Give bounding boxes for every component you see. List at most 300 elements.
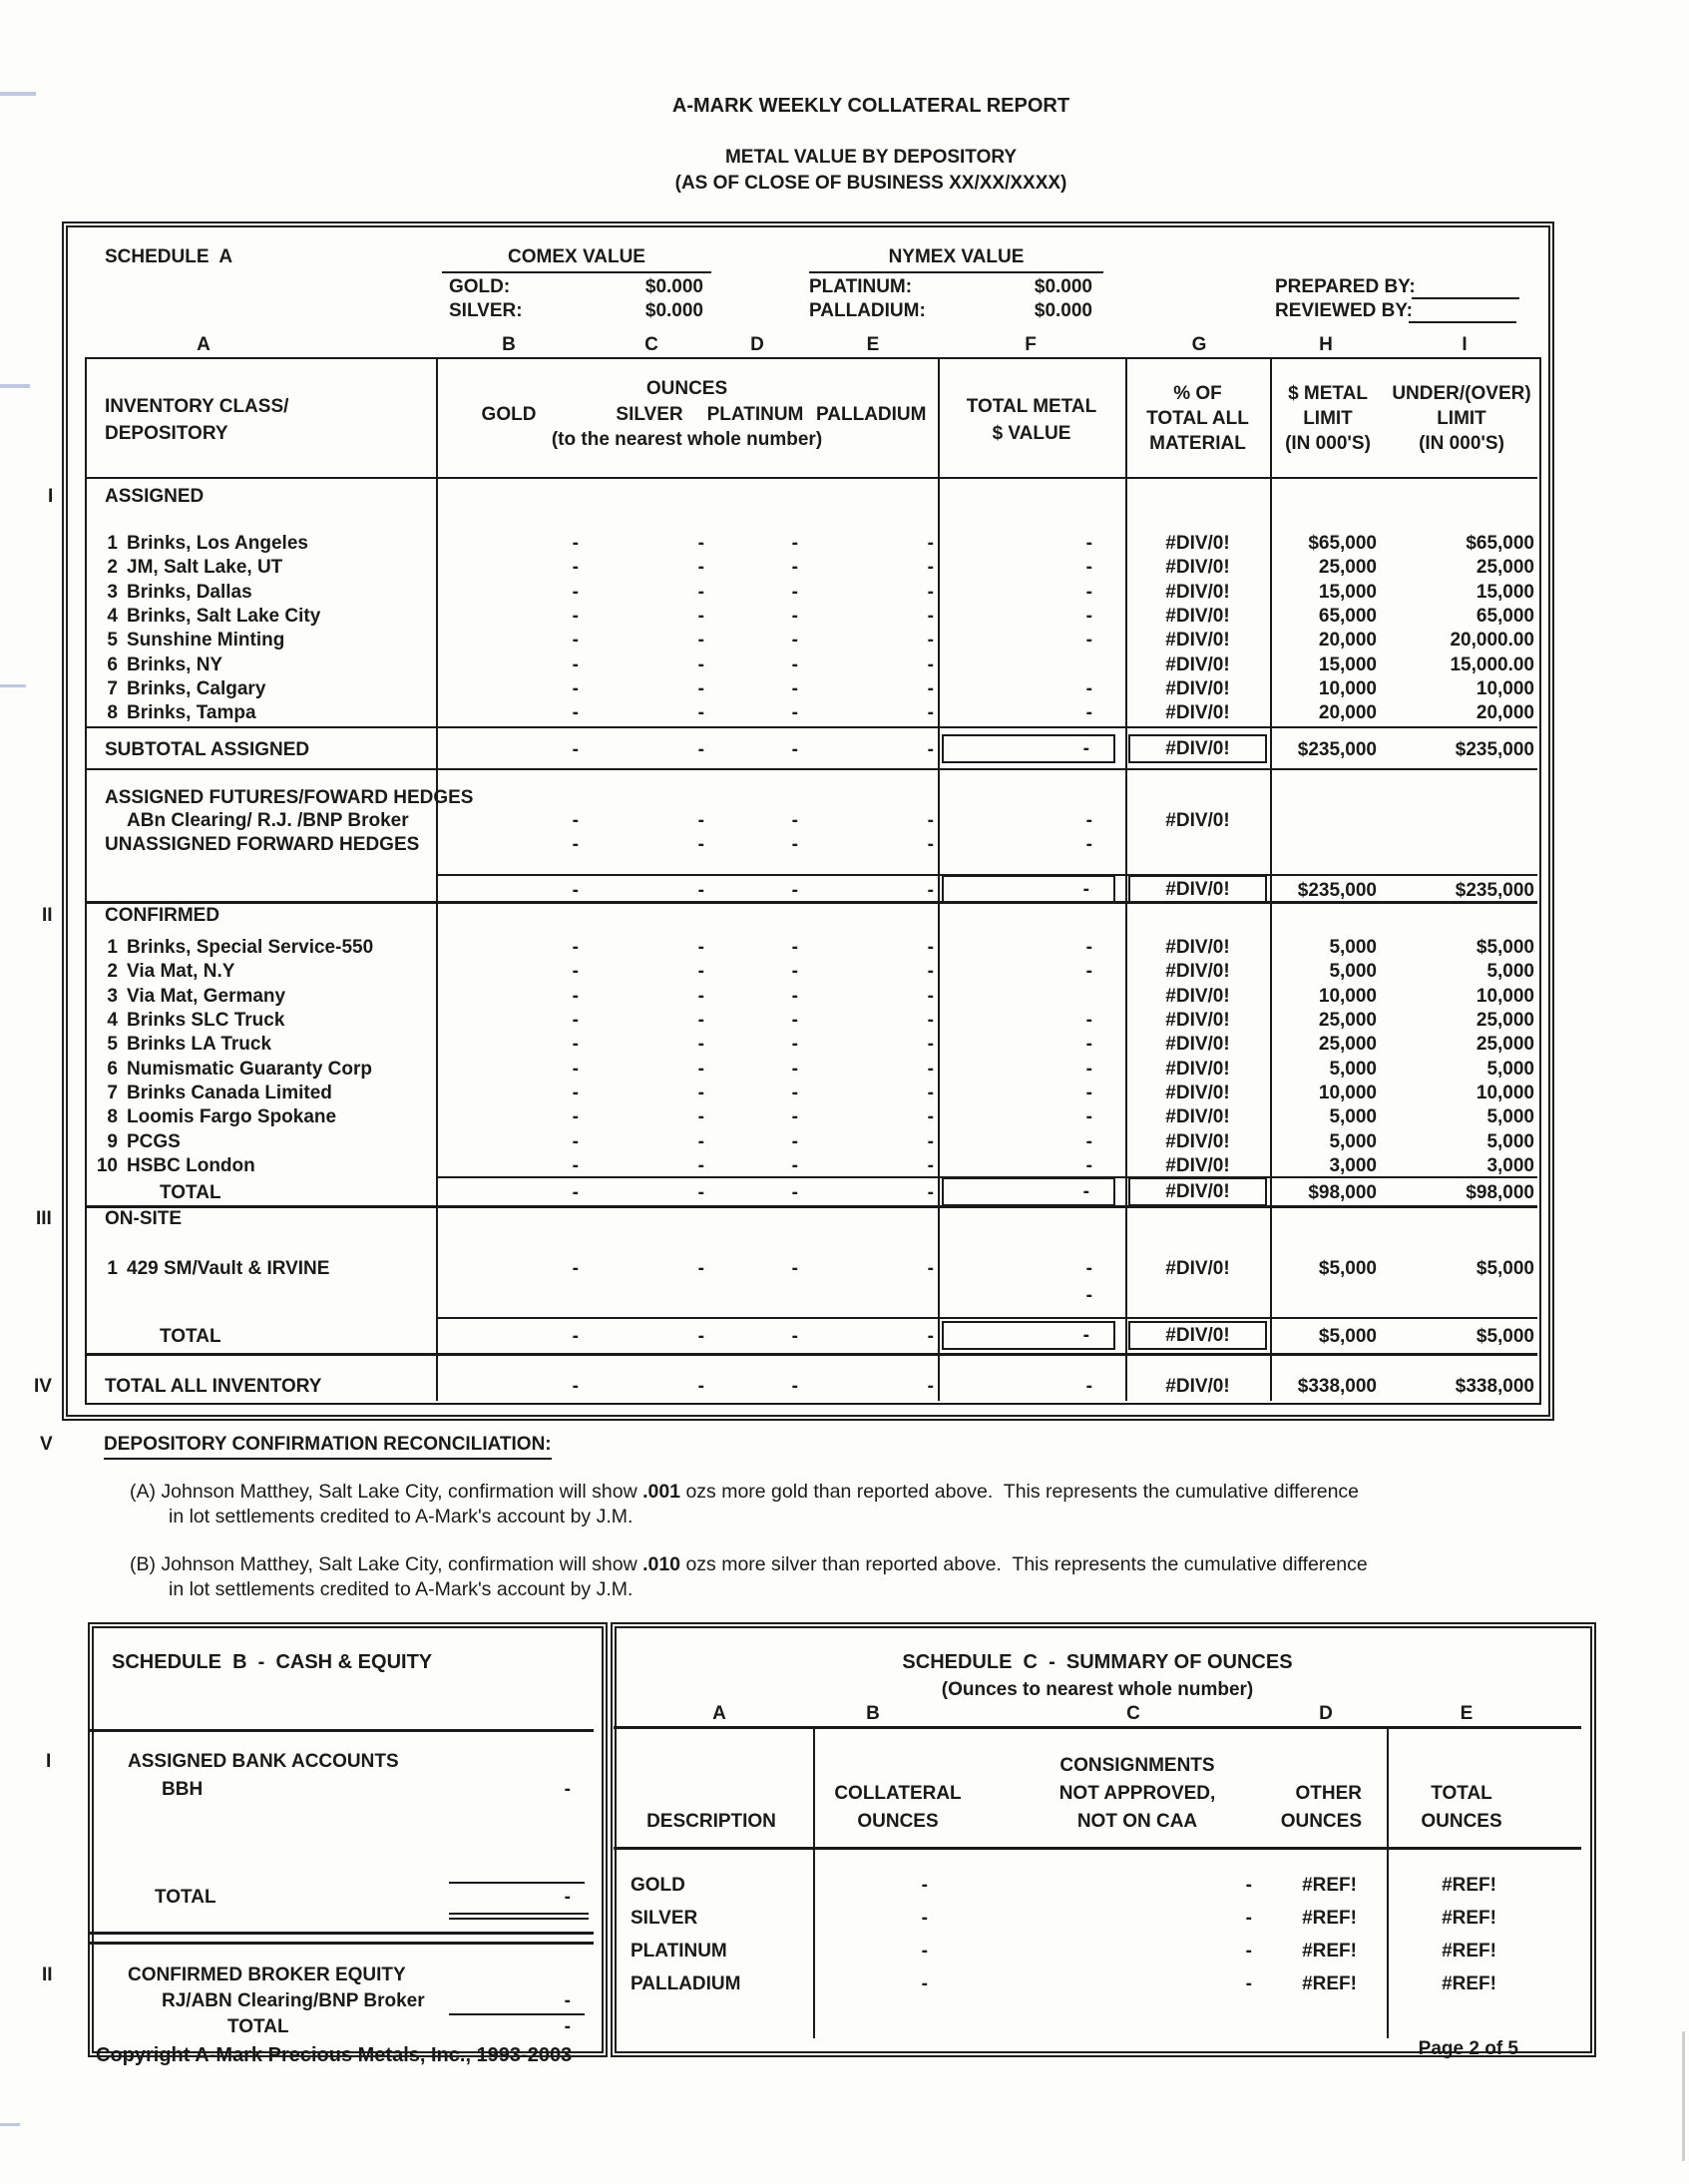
total-metal-value: - [1085, 630, 1092, 651]
report-subtitle: METAL VALUE BY DEPOSITORY [724, 147, 1018, 168]
total-metal-value: - [942, 1321, 1115, 1350]
platinum-ounces: - [791, 702, 798, 723]
total-ounces: #REF! [1442, 1908, 1496, 1929]
page-number: Page 2 of 5 [1418, 2038, 1518, 2059]
silver-ounces: - [697, 1326, 704, 1347]
consignment-ounces: - [1245, 1875, 1252, 1896]
broker-total-label: TOTAL [227, 2016, 289, 2037]
row-number: 6 [107, 655, 118, 675]
c-col-letter-e: E [1460, 1703, 1474, 1724]
metal-limit: 20,000 [1318, 702, 1377, 723]
c-col-letter-d: D [1319, 1703, 1333, 1724]
numeral-II: II [42, 905, 53, 926]
futures-broker-row [0, 809, 1689, 833]
header-dollar-value: $ VALUE [992, 423, 1071, 444]
total-ounces: #REF! [1442, 1941, 1496, 1962]
total-metal-value: - [1085, 810, 1092, 831]
pct-of-total: #DIV/0! [1165, 986, 1230, 1007]
header-other-1: OTHER [1295, 1783, 1362, 1804]
platinum-ounces: - [791, 1182, 798, 1203]
metal-limit: 25,000 [1318, 557, 1377, 578]
table-row [0, 985, 1689, 1009]
palladium-ounces: - [927, 1258, 934, 1279]
metal-limit: $338,000 [1297, 1376, 1377, 1397]
depository-name: Brinks, Salt Lake City [127, 606, 321, 627]
platinum-ounces: - [791, 986, 798, 1007]
metal-limit: 5,000 [1329, 1131, 1377, 1152]
section-assigned-label: ASSIGNED [105, 486, 205, 507]
col-letter-b: B [502, 334, 516, 355]
collateral-ounces: - [921, 1908, 928, 1929]
under-over-limit: 15,000.00 [1450, 655, 1534, 675]
bbh-label: BBH [162, 1779, 204, 1800]
prepared-by-blank [1412, 297, 1519, 299]
scan-artifact [1682, 2031, 1685, 2161]
under-over-limit: 5,000 [1486, 1059, 1534, 1080]
gold-ounces: - [572, 1106, 579, 1127]
collateral-ounces: - [921, 1973, 928, 1994]
schedule-c-subtitle: (Ounces to nearest whole number) [941, 1679, 1254, 1700]
total-metal-value: - [1085, 1258, 1092, 1279]
header-silver: SILVER [616, 404, 683, 425]
header-under-2: LIMIT [1437, 408, 1486, 429]
silver-ounces: - [697, 1034, 704, 1055]
palladium-ounces: - [927, 655, 934, 675]
summary-row [0, 1940, 1689, 1964]
table-row [0, 1082, 1689, 1105]
col-letter-f: F [1025, 334, 1037, 355]
total-metal-value: - [942, 1177, 1115, 1206]
subtotal-assigned-row [0, 738, 1689, 762]
total-metal-value: - [1085, 1034, 1092, 1055]
total-metal-value: - [1085, 1083, 1092, 1103]
pct-of-total: #DIV/0! [1128, 734, 1267, 763]
metal-limit: 5,000 [1329, 937, 1377, 958]
palladium-ounces: - [927, 702, 934, 723]
metal-limit: 20,000 [1318, 630, 1377, 651]
metal-limit: 25,000 [1318, 1034, 1377, 1055]
gold-ounces: - [572, 961, 579, 982]
row-number: 2 [107, 557, 118, 578]
metal-limit: 5,000 [1329, 1059, 1377, 1080]
scan-artifact [0, 2123, 20, 2126]
platinum-ounces: - [791, 834, 798, 855]
text: (A) Johnson Matthey, Salt Lake City, confirmation will show [130, 1481, 643, 1503]
header-pct-1: % OF [1173, 383, 1222, 404]
silver-ounces: - [697, 606, 704, 627]
palladium-ounces: - [927, 1010, 934, 1031]
row-number: 4 [107, 606, 118, 627]
pct-of-total: #DIV/0! [1165, 937, 1230, 958]
rj-abn-label: RJ/ABN Clearing/BNP Broker [162, 1990, 425, 2011]
summary-row [0, 1907, 1689, 1931]
silver-ounces: - [697, 937, 704, 958]
platinum-ounces: - [791, 1155, 798, 1176]
header-total-1: TOTAL [1431, 1783, 1492, 1804]
platinum-ounces: - [791, 810, 798, 831]
reconciliation-item-a [130, 1480, 1359, 1505]
under-over-limit: 5,000 [1486, 1106, 1534, 1127]
header-total-metal: TOTAL METAL [966, 396, 1097, 417]
silver-ounces: - [697, 880, 704, 901]
row-label: TOTAL [160, 1326, 221, 1347]
metal-limit: $5,000 [1318, 1258, 1377, 1279]
under-over-limit: 25,000 [1476, 557, 1534, 578]
row-number: 1 [107, 937, 118, 958]
silver-ounces: - [697, 810, 704, 831]
header-description: DESCRIPTION [646, 1811, 776, 1832]
other-ounces: #REF! [1302, 1875, 1357, 1896]
metal-limit: 15,000 [1318, 655, 1377, 675]
platinum-ounces: - [791, 1083, 798, 1103]
other-ounces: #REF! [1302, 1973, 1357, 1994]
schedule-c-title: SCHEDULE C - SUMMARY OF OUNCES [902, 1651, 1293, 1673]
scan-artifact [0, 92, 36, 96]
palladium-ounces: - [927, 739, 934, 760]
metal-limit: $65,000 [1308, 533, 1377, 554]
grid-line [85, 1353, 1537, 1356]
under-over-limit: 10,000 [1476, 1083, 1534, 1103]
silver-ounces: - [697, 1083, 704, 1103]
header-consignments-1: CONSIGNMENTS [1059, 1755, 1215, 1776]
metal-limit: $235,000 [1297, 739, 1377, 760]
pct-of-total: #DIV/0! [1165, 655, 1230, 675]
platinum-ounces: - [791, 582, 798, 603]
rj-abn-value: - [564, 1990, 571, 2011]
header-platinum: PLATINUM [706, 404, 804, 425]
under-over-limit: 10,000 [1476, 678, 1534, 699]
onsite-extra-dash-row [0, 1284, 1689, 1308]
depository-name: Brinks Canada Limited [127, 1083, 332, 1103]
text: ozs more gold than reported above. This represents the cumulative difference [680, 1481, 1360, 1503]
total-ounces: #REF! [1442, 1875, 1496, 1896]
row-number: 7 [107, 678, 118, 699]
under-over-limit: 20,000 [1476, 702, 1534, 723]
silver-ounces: - [697, 1376, 704, 1397]
table-row [0, 654, 1689, 677]
gold-ounces: - [572, 630, 579, 651]
section-v-heading: DEPOSITORY CONFIRMATION RECONCILIATION: [104, 1433, 552, 1460]
copyright: Copyright A-Mark Precious Metals, Inc., 1993-2003 [96, 2044, 573, 2066]
platinum-ounces: - [791, 1326, 798, 1347]
under-over-limit: 3,000 [1486, 1155, 1534, 1176]
grid-line [85, 477, 1537, 479]
bank-total-value: - [564, 1887, 571, 1908]
under-over-limit: $235,000 [1455, 880, 1534, 901]
silver-ounces: - [697, 1106, 704, 1127]
comex-silver-label: SILVER: [449, 300, 523, 321]
platinum-ounces: - [791, 533, 798, 554]
under-over-limit: 5,000 [1486, 1131, 1534, 1152]
header-under-3: (IN 000'S) [1419, 433, 1504, 454]
depository-name: Loomis Fargo Spokane [127, 1106, 337, 1127]
pct-of-total: #DIV/0! [1165, 1034, 1230, 1055]
row-label: SUBTOTAL ASSIGNED [105, 739, 310, 760]
gold-ounces: - [572, 678, 579, 699]
header-other-2: OUNCES [1280, 1811, 1362, 1832]
header-consignments-3: NOT ON CAA [1076, 1811, 1198, 1832]
gold-ounces: - [572, 1326, 579, 1347]
palladium-ounces: - [927, 1083, 934, 1103]
total-metal-value: - [1085, 1155, 1092, 1176]
section-onsite-label: ON-SITE [105, 1208, 183, 1229]
collateral-ounces: - [921, 1875, 928, 1896]
table-row [0, 629, 1689, 653]
platinum-ounces: - [791, 630, 798, 651]
gold-ounces: - [572, 1155, 579, 1176]
text: ozs more silver than reported above. This represents the cumulative difference [680, 1553, 1368, 1575]
under-over-limit: $235,000 [1455, 739, 1534, 760]
palladium-ounces: - [927, 1326, 934, 1347]
platinum-ounces: - [791, 1010, 798, 1031]
nymex-palladium-label: PALLADIUM: [809, 300, 926, 321]
palladium-ounces: - [927, 880, 934, 901]
onsite-row [0, 1257, 1689, 1281]
depository-name: HSBC London [127, 1155, 255, 1176]
pct-of-total: #DIV/0! [1165, 1258, 1230, 1279]
header-gold: GOLD [481, 404, 537, 425]
depository-name: PCGS [127, 1131, 181, 1152]
silver-ounces: - [697, 834, 704, 855]
metal-limit: $5,000 [1318, 1326, 1377, 1347]
col-letter-i: I [1462, 334, 1468, 355]
under-over-limit: 20,000.00 [1450, 630, 1534, 651]
silver-ounces: - [697, 961, 704, 982]
gold-ounces: - [572, 880, 579, 901]
text: (B) Johnson Matthey, Salt Lake City, confirmation will show [130, 1553, 643, 1575]
pct-of-total: #DIV/0! [1165, 810, 1230, 831]
gold-ounces: - [572, 1034, 579, 1055]
other-ounces: #REF! [1302, 1908, 1357, 1929]
gold-ounces: - [572, 810, 579, 831]
summary-row [0, 1972, 1689, 1996]
header-collateral-1: COLLATERAL [834, 1783, 962, 1804]
c-col-letter-c: C [1126, 1703, 1140, 1724]
total-metal-value: - [1085, 1131, 1092, 1152]
numeral-b-II: II [42, 1965, 53, 1985]
numeral-V: V [40, 1434, 53, 1455]
schedule-a-label: SCHEDULE A [105, 246, 233, 267]
section-futures-label: ASSIGNED FUTURES/FOWARD HEDGES [105, 787, 474, 808]
pct-of-total: #DIV/0! [1165, 1059, 1230, 1080]
pct-of-total: #DIV/0! [1128, 1321, 1267, 1350]
gold-ounces: - [572, 582, 579, 603]
scan-artifact [0, 384, 30, 388]
under-over-limit: 5,000 [1486, 961, 1534, 982]
broker-total-value: - [564, 2016, 571, 2037]
silver-ounces: - [697, 1182, 704, 1203]
table-row [0, 1033, 1689, 1057]
grid-line [90, 1729, 594, 1732]
platinum-ounces: - [791, 557, 798, 578]
gold-ounces: - [572, 1376, 579, 1397]
row-number: 8 [107, 702, 118, 723]
total-metal-value: - [1085, 961, 1092, 982]
grid-line [614, 1726, 1581, 1729]
silver-ounces: - [697, 1155, 704, 1176]
col-letter-a: A [197, 334, 211, 355]
pct-of-total: #DIV/0! [1165, 1155, 1230, 1176]
bold-value: .010 [642, 1553, 681, 1575]
depository-name: Via Mat, Germany [127, 986, 286, 1007]
row-number: 3 [107, 986, 118, 1007]
metal-name: SILVER [631, 1908, 698, 1929]
reconciliation-item-b [130, 1552, 1368, 1577]
total-metal-value: - [1085, 557, 1092, 578]
metal-name: PALLADIUM [631, 1973, 741, 1994]
palladium-ounces: - [927, 1155, 934, 1176]
palladium-ounces: - [927, 1131, 934, 1152]
bold-value: .001 [642, 1481, 681, 1503]
header-collateral-2: OUNCES [857, 1811, 939, 1832]
gold-ounces: - [572, 1258, 579, 1279]
total-metal-value: - [1085, 678, 1092, 699]
platinum-ounces: - [791, 1258, 798, 1279]
total-metal-value: - [1085, 1010, 1092, 1031]
header-ounces-note: (to the nearest whole number) [551, 429, 823, 450]
silver-ounces: - [697, 655, 704, 675]
table-row [0, 1130, 1689, 1154]
row-label: TOTAL ALL INVENTORY [105, 1376, 322, 1397]
palladium-ounces: - [927, 961, 934, 982]
depository-name: Brinks, Dallas [127, 582, 252, 603]
total-metal-value: - [1085, 1285, 1092, 1306]
metal-limit: $98,000 [1308, 1182, 1377, 1203]
gold-ounces: - [572, 739, 579, 760]
header-total-2: OUNCES [1421, 1811, 1502, 1832]
silver-ounces: - [697, 739, 704, 760]
other-ounces: #REF! [1302, 1941, 1357, 1962]
c-col-letter-b: B [866, 1703, 880, 1724]
comex-title: COMEX VALUE [442, 245, 711, 273]
depository-name: Brinks LA Truck [127, 1034, 272, 1055]
c-col-letter-a: A [712, 1703, 726, 1724]
metal-name: GOLD [631, 1875, 685, 1896]
total-metal-value: - [1085, 533, 1092, 554]
header-limit-2: LIMIT [1303, 408, 1353, 429]
palladium-ounces: - [927, 1034, 934, 1055]
numeral-III: III [36, 1208, 52, 1229]
palladium-ounces: - [927, 1059, 934, 1080]
row-number: 1 [107, 533, 118, 554]
summary-row [0, 1874, 1689, 1898]
depository-name: Via Mat, N.Y [127, 961, 235, 982]
platinum-ounces: - [791, 1131, 798, 1152]
total-metal-value: - [1085, 1106, 1092, 1127]
silver-ounces: - [697, 986, 704, 1007]
platinum-ounces: - [791, 1034, 798, 1055]
collateral-ounces: - [921, 1941, 928, 1962]
unassigned-hedges-row [0, 833, 1689, 857]
silver-ounces: - [697, 1059, 704, 1080]
row-number: 5 [107, 1034, 118, 1055]
table-row [0, 1009, 1689, 1033]
row-number: 8 [107, 1106, 118, 1127]
metal-limit: $235,000 [1297, 880, 1377, 901]
under-over-limit: $98,000 [1466, 1182, 1534, 1203]
report-title: A-MARK WEEKLY COLLATERAL REPORT [671, 95, 1070, 117]
under-over-limit: 25,000 [1476, 1010, 1534, 1031]
total-metal-value: - [942, 875, 1115, 904]
header-limit-1: $ METAL [1288, 383, 1368, 404]
confirmed-total-row [0, 1181, 1689, 1205]
gold-ounces: - [572, 533, 579, 554]
palladium-ounces: - [927, 810, 934, 831]
metal-limit: 65,000 [1318, 606, 1377, 627]
total-metal-value: - [1085, 702, 1092, 723]
total-metal-value: - [1085, 937, 1092, 958]
assigned-bank-accounts-label: ASSIGNED BANK ACCOUNTS [128, 1751, 399, 1772]
gold-ounces: - [572, 702, 579, 723]
under-over-limit: 25,000 [1476, 1034, 1534, 1055]
metal-name: PLATINUM [631, 1941, 727, 1962]
under-over-limit: $5,000 [1476, 1326, 1534, 1347]
table-row [0, 960, 1689, 984]
palladium-ounces: - [927, 533, 934, 554]
metal-limit: 5,000 [1329, 1106, 1377, 1127]
platinum-ounces: - [791, 880, 798, 901]
report-as-of: (AS OF CLOSE OF BUSINESS XX/XX/XXXX) [674, 173, 1067, 194]
platinum-ounces: - [791, 606, 798, 627]
silver-ounces: - [697, 582, 704, 603]
gold-ounces: - [572, 655, 579, 675]
platinum-ounces: - [791, 1376, 798, 1397]
under-over-limit: $5,000 [1476, 1258, 1534, 1279]
header-limit-3: (IN 000'S) [1285, 433, 1371, 454]
palladium-ounces: - [927, 582, 934, 603]
table-row [0, 1058, 1689, 1082]
table-row [0, 581, 1689, 605]
palladium-ounces: - [927, 630, 934, 651]
pct-of-total: #DIV/0! [1128, 1177, 1267, 1206]
pct-of-total: #DIV/0! [1165, 1106, 1230, 1127]
nymex-platinum-label: PLATINUM: [809, 276, 913, 297]
pct-of-total: #DIV/0! [1165, 606, 1230, 627]
depository-name: Brinks, Los Angeles [127, 533, 308, 554]
nymex-title: NYMEX VALUE [809, 245, 1103, 273]
reviewed-by-blank [1409, 321, 1516, 323]
silver-ounces: - [697, 533, 704, 554]
header-pct-3: MATERIAL [1149, 433, 1246, 454]
depository-name: Brinks, Special Service-550 [127, 937, 374, 958]
depository-name: Brinks, NY [127, 655, 223, 675]
metal-limit: 25,000 [1318, 1010, 1377, 1031]
palladium-ounces: - [927, 678, 934, 699]
gold-ounces: - [572, 1131, 579, 1152]
silver-ounces: - [697, 678, 704, 699]
palladium-ounces: - [927, 1376, 934, 1397]
total-metal-value: - [942, 734, 1115, 763]
pct-of-total: #DIV/0! [1165, 557, 1230, 578]
gold-ounces: - [572, 937, 579, 958]
under-over-limit: 15,000 [1476, 582, 1534, 603]
row-number: 9 [107, 1131, 118, 1152]
gold-ounces: - [572, 986, 579, 1007]
palladium-ounces: - [927, 557, 934, 578]
pct-of-total: #DIV/0! [1165, 961, 1230, 982]
pct-of-total: #DIV/0! [1165, 630, 1230, 651]
total-ounces: #REF! [1442, 1973, 1496, 1994]
total-metal-value: - [1085, 582, 1092, 603]
pct-of-total: #DIV/0! [1165, 1083, 1230, 1103]
under-over-limit: $338,000 [1455, 1376, 1534, 1397]
gold-ounces: - [572, 557, 579, 578]
gold-ounces: - [572, 1083, 579, 1103]
depository-name: JM, Salt Lake, UT [127, 557, 283, 578]
palladium-ounces: - [927, 986, 934, 1007]
header-palladium: PALLADIUM [816, 404, 927, 425]
silver-ounces: - [697, 1258, 704, 1279]
